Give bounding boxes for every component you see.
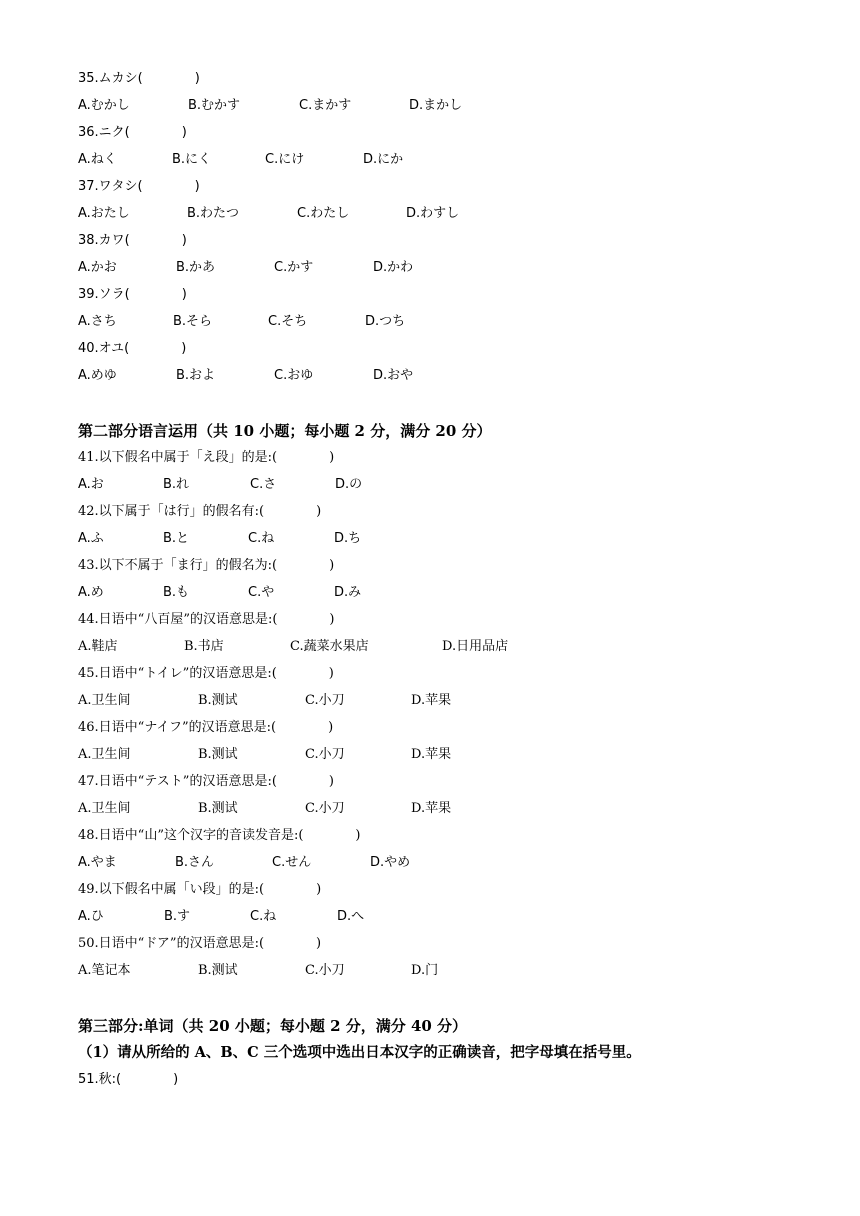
- option-d: D.苹果: [411, 693, 452, 708]
- option-a: A.めゆ: [78, 368, 117, 383]
- option-b: B.かあ: [176, 260, 216, 275]
- option-b: B.と: [163, 531, 190, 546]
- option-c: C.さ: [250, 477, 277, 492]
- option-a: A.むかし: [78, 98, 130, 113]
- question-39: [78, 287, 187, 303]
- question-stem: 38.カワ( ): [78, 233, 187, 248]
- option-a: A.鞋店: [78, 639, 118, 654]
- option-d: D.ち: [334, 531, 362, 546]
- option-d: D.やめ: [370, 855, 411, 870]
- question-stem: 42.以下属于「は行」的假名有:( ): [78, 504, 322, 519]
- option-a: A.お: [78, 477, 104, 492]
- option-b: B.测试: [198, 801, 238, 816]
- question-35: [78, 71, 200, 87]
- question-stem: 51.秋:( ): [78, 1072, 179, 1087]
- question-50: [78, 936, 321, 952]
- option-a: A.卫生间: [78, 693, 131, 708]
- question-stem: 50.日语中“ドア”的汉语意思是:( ): [78, 936, 322, 951]
- question-47: [78, 774, 334, 790]
- question-42: [78, 504, 321, 520]
- option-b: B.さん: [175, 855, 215, 870]
- option-d: D.まかし: [409, 98, 463, 113]
- option-a: A.おたし: [78, 206, 130, 221]
- option-c: C.小刀: [305, 747, 345, 762]
- question-46: [78, 720, 333, 736]
- option-d: D.つち: [365, 314, 406, 329]
- option-a: A.め: [78, 585, 104, 600]
- option-d: D.かわ: [373, 260, 414, 275]
- question-stem: 41.以下假名中属于「え段」的是:( ): [78, 450, 335, 465]
- question-49: [78, 882, 321, 898]
- question-stem: 43.以下不属于「ま行」的假名为:( ): [78, 558, 335, 573]
- option-a: A.卫生间: [78, 801, 131, 816]
- question-41: [78, 450, 334, 466]
- option-a: A.かお: [78, 260, 117, 275]
- question-stem: 45.日语中“トイレ”的汉语意思是:( ): [78, 666, 334, 681]
- option-b: B.书店: [184, 639, 224, 654]
- option-c: C.かす: [274, 260, 314, 275]
- option-c: C.小刀: [305, 963, 345, 978]
- option-b: B.わたつ: [187, 206, 240, 221]
- option-b: B.测试: [198, 747, 238, 762]
- option-c: C.小刀: [305, 801, 345, 816]
- option-c: C.蔬菜水果店: [290, 639, 369, 654]
- section-heading-part3: 第三部分:单词（共 20 小题；每小题 2 分，满分 40 分）: [78, 1017, 468, 1035]
- question-stem: 36.ニク( ): [78, 125, 187, 140]
- option-a: A.やま: [78, 855, 117, 870]
- question-stem: 46.日语中“ナイフ”的汉语意思是:( ): [78, 720, 334, 735]
- section-instruction: （1）请从所给的 A、B、C 三个选项中选出日本汉字的正确读音，把字母填在括号里。: [78, 1044, 641, 1061]
- option-b: B.およ: [176, 368, 216, 383]
- option-b: B.测试: [198, 963, 238, 978]
- option-c: C.せん: [272, 855, 312, 870]
- option-b: B.むかす: [188, 98, 241, 113]
- option-c: C.おゆ: [274, 368, 314, 383]
- option-b: B.れ: [163, 477, 190, 492]
- question-40: [78, 341, 186, 357]
- option-d: D.の: [335, 477, 363, 492]
- question-51: [78, 1072, 178, 1088]
- question-stem: 49.以下假名中属「い段」的是:( ): [78, 882, 322, 897]
- question-45: [78, 666, 334, 682]
- question-stem: 47.日语中“テスト”的汉语意思是:( ): [78, 774, 334, 789]
- option-a: A.ひ: [78, 909, 104, 924]
- option-d: D.门: [411, 963, 439, 978]
- option-a: A.卫生间: [78, 747, 131, 762]
- option-d: D.にか: [363, 152, 404, 167]
- question-stem: 44.日语中“八百屋”的汉语意思是:( ): [78, 612, 335, 627]
- option-b: B.も: [163, 585, 190, 600]
- question-48: [78, 828, 361, 844]
- option-a: A.ねく: [78, 152, 117, 167]
- option-d: D.苹果: [411, 801, 452, 816]
- section-heading-part2: 第二部分语言运用（共 10 小题；每小题 2 分，满分 20 分）: [78, 422, 492, 440]
- question-stem: 37.ワタシ( ): [78, 179, 200, 194]
- option-d: D.日用品店: [442, 639, 509, 654]
- option-d: D.苹果: [411, 747, 452, 762]
- option-c: C.小刀: [305, 693, 345, 708]
- option-c: C.まかす: [299, 98, 352, 113]
- option-c: C.にけ: [265, 152, 305, 167]
- option-b: B.测试: [198, 693, 238, 708]
- option-c: C.わたし: [297, 206, 350, 221]
- option-a: A.ふ: [78, 531, 104, 546]
- option-b: B.そら: [173, 314, 213, 329]
- option-c: C.や: [248, 585, 275, 600]
- option-c: C.ね: [248, 531, 275, 546]
- question-stem: 39.ソラ( ): [78, 287, 187, 302]
- question-38: [78, 233, 187, 249]
- option-c: C.ね: [250, 909, 277, 924]
- option-d: D.み: [334, 585, 362, 600]
- option-a: A.さち: [78, 314, 117, 329]
- option-b: B.にく: [172, 152, 212, 167]
- question-43: [78, 558, 334, 574]
- question-stem: 40.オユ( ): [78, 341, 187, 356]
- option-a: A.笔记本: [78, 963, 131, 978]
- question-stem: 35.ムカシ( ): [78, 71, 200, 86]
- question-36: [78, 125, 187, 141]
- option-d: D.わすし: [406, 206, 460, 221]
- option-d: D.おや: [373, 368, 414, 383]
- question-44: [78, 612, 335, 628]
- question-37: [78, 179, 200, 195]
- option-d: D.へ: [337, 909, 365, 924]
- option-c: C.そち: [268, 314, 308, 329]
- option-b: B.す: [164, 909, 191, 924]
- question-stem: 48.日语中“山”这个汉字的音读发音是:( ): [78, 828, 361, 843]
